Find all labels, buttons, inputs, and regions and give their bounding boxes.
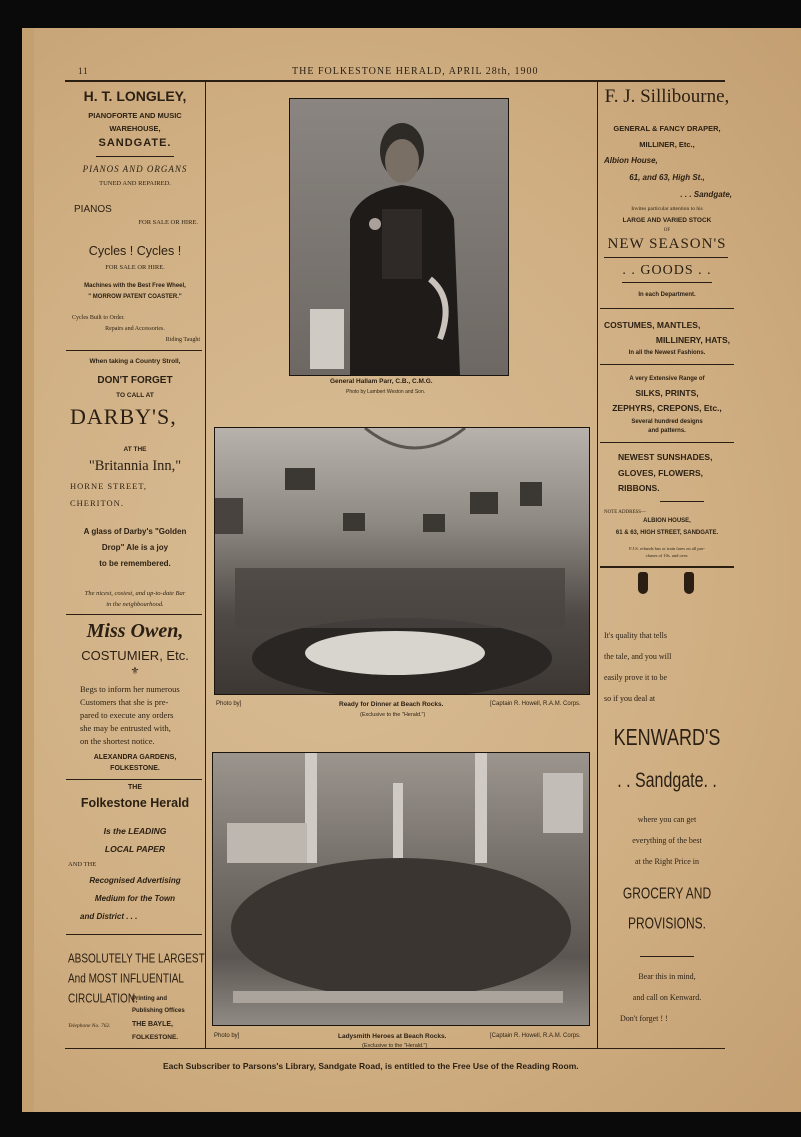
dinner-image (215, 428, 589, 694)
sillibourne-text: and patterns. (648, 428, 686, 434)
photo-general-portrait (289, 98, 509, 376)
herald-printing: Printing and (132, 996, 167, 1002)
herald-text: AND THE (68, 861, 97, 868)
longley-cycles: Cycles ! Cycles ! (88, 244, 182, 258)
herald-the: THE (128, 784, 142, 791)
photo2-photo-by: Photo by] (216, 701, 242, 707)
sillibourne-text: chases of 10s. and over. (645, 553, 689, 558)
darby-glass: Drop" Ale is a joy (101, 543, 169, 552)
divider (66, 934, 202, 935)
kenward-text: and call on Kenward. (632, 993, 702, 1002)
photo3-exclusive: (Exclusive to the "Herald.") (362, 1043, 428, 1049)
page-number: 11 (78, 66, 89, 76)
sillibourne-text: In each Department. (638, 292, 696, 298)
ladysmith-image (213, 753, 589, 1025)
longley-line: WAREHOUSE, (109, 124, 161, 133)
photo1-caption: General Hallam Parr, C.B., C.M.G. (330, 378, 433, 385)
darby-inn: "Britannia Inn," (88, 458, 182, 474)
longley-built: Cycles Built to Order. (72, 315, 125, 321)
herald-folkestone: FOLKESTONE. (132, 1034, 179, 1041)
sillibourne-text: GLOVES, FLOWERS, (618, 468, 704, 478)
sillibourne-text: RIBBONS. (618, 483, 660, 493)
darby-to-call: TO CALL AT (116, 392, 154, 399)
kenward-text: everything of the best (632, 836, 702, 845)
sillibourne-name: F. J. Sillibourne, (604, 86, 730, 107)
photo2-credit: [Captain R. Howell, R.A.M. Corps. (490, 701, 581, 707)
owen-text: on the shortest notice. (80, 736, 155, 746)
sillibourne-new-season: NEW SEASON'S (607, 236, 727, 252)
herald-text: Medium for the Town (94, 894, 176, 903)
footer-notice: Each Subscriber to Parsons's Library, Sandgate Road, is entitled to the Free Use of the Reading Room. (163, 1061, 579, 1071)
sillibourne-text: ALBION HOUSE, (643, 518, 691, 524)
herald-circulation: CIRCULATION. (68, 992, 138, 1007)
divider (66, 350, 202, 351)
owen-address: ALEXANDRA GARDENS, (93, 754, 177, 761)
column-divider-right (597, 82, 598, 1048)
general-portrait-image (290, 99, 508, 375)
herald-circulation: And MOST INFLUENTIAL (68, 972, 184, 987)
herald-name: Folkestone Herald (80, 796, 190, 810)
header-rule (65, 80, 725, 82)
ornament-icon: ⚜ (130, 666, 140, 677)
divider (66, 614, 202, 615)
darby-glass: A glass of Darby's "Golden (83, 527, 187, 536)
darby-dont-forget: DON'T FORGET (97, 375, 173, 386)
divider (600, 566, 734, 568)
kenward-text: Don't forget ! ! (620, 1014, 668, 1023)
masthead-title: THE FOLKESTONE HERALD, APRIL 28th, 1900 (292, 66, 539, 77)
longley-riding: Riding Taught (165, 337, 200, 343)
photo2-caption: Ready for Dinner at Beach Rocks. (339, 701, 444, 708)
kenward-text: easily prove it to be (604, 673, 668, 682)
longley-pianos: PIANOS (74, 204, 112, 215)
darby-bar: in the neighbourhood. (106, 601, 164, 608)
darby-when: When taking a Country Stroll, (89, 358, 181, 365)
divider (640, 956, 694, 957)
longley-name: H. T. LONGLEY, (83, 88, 187, 104)
kenward-grocery: GROCERY AND (622, 884, 712, 903)
sillibourne-text: NOTE ADDRESS— (604, 510, 647, 515)
photo3-photo-by: Photo by] (214, 1033, 240, 1039)
photo-ladysmith-heroes (212, 752, 590, 1026)
sillibourne-text: 61 & 63, HIGH STREET, SANDGATE. (615, 530, 719, 536)
sillibourne-text: ZEPHYRS, CREPONS, Etc., (612, 403, 722, 413)
divider (600, 442, 734, 443)
sillibourne-text: Albion House, (604, 156, 658, 165)
darby-name: DARBY'S, (70, 404, 177, 429)
kenward-text: so if you deal at (604, 694, 656, 703)
sillibourne-text: 61, and 63, High St., (629, 173, 705, 182)
photo3-credit: [Captain R. Howell, R.A.M. Corps. (490, 1033, 581, 1039)
owen-text: she may be entrusted with, (80, 723, 171, 733)
kenward-text: the tale, and you will (604, 652, 672, 661)
sillibourne-text: NEWEST SUNSHADES, (618, 452, 713, 462)
darby-place: CHERITON. (70, 498, 124, 508)
kenward-text: It's quality that tells (604, 631, 667, 640)
longley-pianos-organs: PIANOS AND ORGANS (82, 164, 188, 174)
herald-text: LOCAL PAPER (104, 844, 166, 854)
divider (66, 779, 202, 780)
owen-text: Begs to inform her numerous (80, 684, 180, 694)
kenward-name: KENWARD'S (613, 724, 721, 750)
sillibourne-text: MILLINERY, HATS, (655, 335, 730, 345)
longley-line: PIANOFORTE AND MUSIC (88, 111, 182, 120)
sillibourne-text: GENERAL & FANCY DRAPER, (613, 124, 721, 133)
owen-address: FOLKESTONE. (110, 765, 160, 772)
owen-text: Customers that she is pre- (80, 697, 169, 707)
divider (96, 156, 174, 157)
kenward-provisions: PROVISIONS. (627, 914, 707, 933)
longley-cycles-sale: FOR SALE OR HIRE. (105, 264, 165, 271)
divider (600, 364, 734, 365)
herald-publishing: Publishing Offices (132, 1008, 185, 1014)
sillibourne-text: . . . Sandgate, (680, 190, 732, 199)
longley-machines: Machines with the Best Free Wheel, (84, 283, 186, 289)
sillibourne-goods: . . GOODS . . (622, 263, 712, 278)
left-column (66, 86, 204, 1046)
herald-text: Recognised Advertising (89, 876, 181, 885)
sillibourne-text: MILLINER, Etc., (639, 140, 695, 149)
owen-text: pared to execute any orders (80, 710, 174, 720)
sillibourne-text: F.J.S. refunds bus or train fares on all pur- (629, 546, 705, 551)
page-header (70, 66, 725, 80)
longley-tuned: TUNED AND REPAIRED. (99, 180, 171, 187)
divider (622, 282, 712, 283)
divider (660, 501, 704, 502)
longley-place: SANDGATE. (98, 137, 172, 149)
kenward-text: where you can get (637, 815, 697, 824)
column-divider-left (205, 82, 206, 1048)
darby-street: HORNE STREET, (70, 481, 148, 491)
pointing-hand-icon (684, 572, 694, 594)
sillibourne-text: Invites particular attention to his (631, 206, 703, 212)
page-edge (22, 28, 34, 1112)
kenward-text: at the Right Price in (635, 857, 699, 866)
photo1-credit: Photo by Lambert Weston and Son. (346, 389, 426, 395)
sillibourne-text: A very Extensive Range of (629, 376, 705, 382)
pointing-hand-icon (638, 572, 648, 594)
sillibourne-text: COSTUMES, MANTLES, (604, 320, 701, 330)
darby-glass: to be remembered. (99, 559, 171, 568)
photo3-caption: Ladysmith Heroes at Beach Rocks. (338, 1033, 447, 1040)
right-column (600, 86, 734, 1046)
herald-text: Is the LEADING (103, 826, 167, 836)
herald-circulation: ABSOLUTELY THE LARGEST (68, 952, 205, 967)
herald-bayle: THE BAYLE, (132, 1021, 173, 1028)
longley-repairs: Repairs and Accessories. (105, 326, 165, 332)
kenward-place: . . Sandgate. . (617, 770, 717, 793)
herald-telephone: Telephone No. 762. (68, 1023, 111, 1029)
divider (604, 257, 728, 258)
sillibourne-text: SILKS, PRINTS, (635, 388, 699, 398)
owen-trade: COSTUMIER, Etc. (81, 648, 189, 663)
sillibourne-text: In all the Newest Fashions. (628, 350, 706, 356)
darby-at-the: AT THE (123, 446, 147, 453)
darby-bar: The nicest, cosiest, and up-to-date Bar (84, 590, 186, 597)
divider (600, 308, 734, 309)
photo2-exclusive: (Exclusive to the "Herald.") (360, 712, 426, 718)
sillibourne-text: Several hundred designs (631, 419, 703, 425)
sillibourne-text: LARGE AND VARIED STOCK (622, 217, 712, 224)
photo-dinner (214, 427, 590, 695)
longley-sale-hire: FOR SALE OR HIRE. (138, 219, 198, 226)
herald-text: and District . . . (80, 912, 138, 921)
kenward-text: Bear this in mind, (638, 972, 696, 981)
longley-coaster: " MORROW PATENT COASTER." (88, 294, 182, 300)
sillibourne-text: OF (663, 228, 671, 233)
owen-name: Miss Owen, (86, 620, 184, 642)
